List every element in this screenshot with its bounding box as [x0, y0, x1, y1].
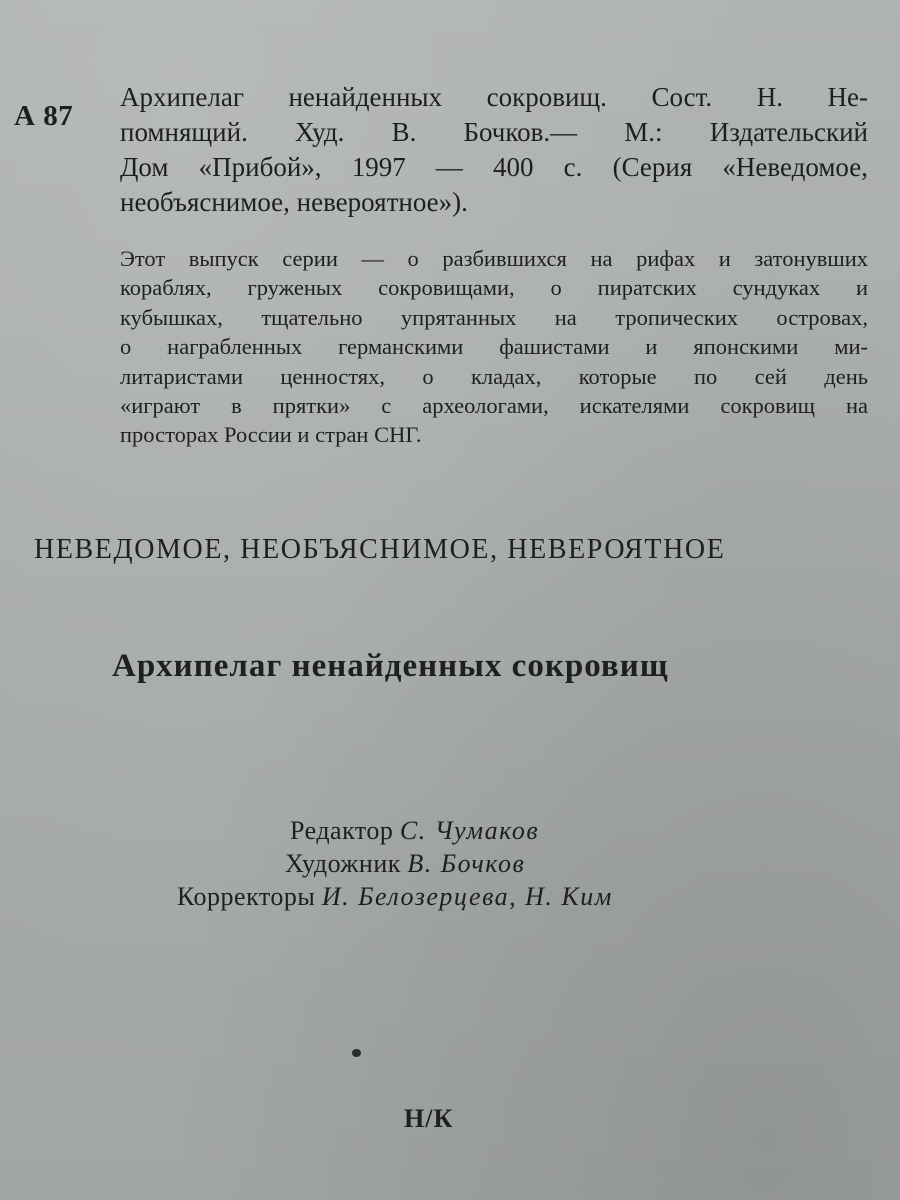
credit-name: В. Бочков [407, 849, 526, 878]
biblio-line: Дом «Прибой», 1997 — 400 с. (Серия «Неведомое, [120, 152, 868, 182]
credit-name: С. Чумаков [399, 816, 540, 845]
annotation-line: литаристами ценностях, о кладах, которые по сей день [120, 363, 868, 389]
credit-editor [290, 814, 539, 847]
catalog-code: А 87 [14, 100, 74, 132]
credit-role: Редактор [290, 816, 394, 845]
credit-name: И. Белозерцева, Н. Ким [321, 882, 613, 911]
annotation-line: «играют в прятки» с археологами, искателями сокровищ на [120, 393, 868, 419]
biblio-line: необъяснимое, невероятное»). [120, 187, 468, 217]
credit-correctors [177, 880, 613, 913]
biblio-line: помнящий. Худ. В. Бочков.— М.: Издательский [120, 117, 868, 147]
book-title: Архипелаг ненайденных сокровищ [112, 648, 669, 684]
annotation-line: кубышках, тщательно упрятанных на тропических островах, [120, 304, 868, 330]
ink-dot [352, 1049, 361, 1057]
series-name: НЕВЕДОМОЕ, НЕОБЪЯСНИМОЕ, НЕВЕРОЯТНОЕ [34, 534, 726, 565]
annotation-line: Этот выпуск серии — о разбившихся на рифах и затонувших [120, 246, 868, 271]
bibliographic-record [120, 80, 868, 220]
credit-role: Художник [285, 849, 401, 878]
imprint-code: Н/К [404, 1104, 454, 1133]
annotation-paragraph [120, 244, 868, 450]
credit-artist [285, 847, 525, 880]
annotation-line: просторах России и стран СНГ. [120, 422, 422, 448]
credit-role: Корректоры [177, 882, 316, 911]
biblio-line: Архипелаг ненайденных сокровищ. Сост. Н. Не- [120, 82, 868, 112]
annotation-line: о награбленных германскими фашистами и японскими ми- [120, 334, 868, 360]
annotation-line: кораблях, груженых сокровищами, о пиратских сундуках и [120, 275, 868, 301]
